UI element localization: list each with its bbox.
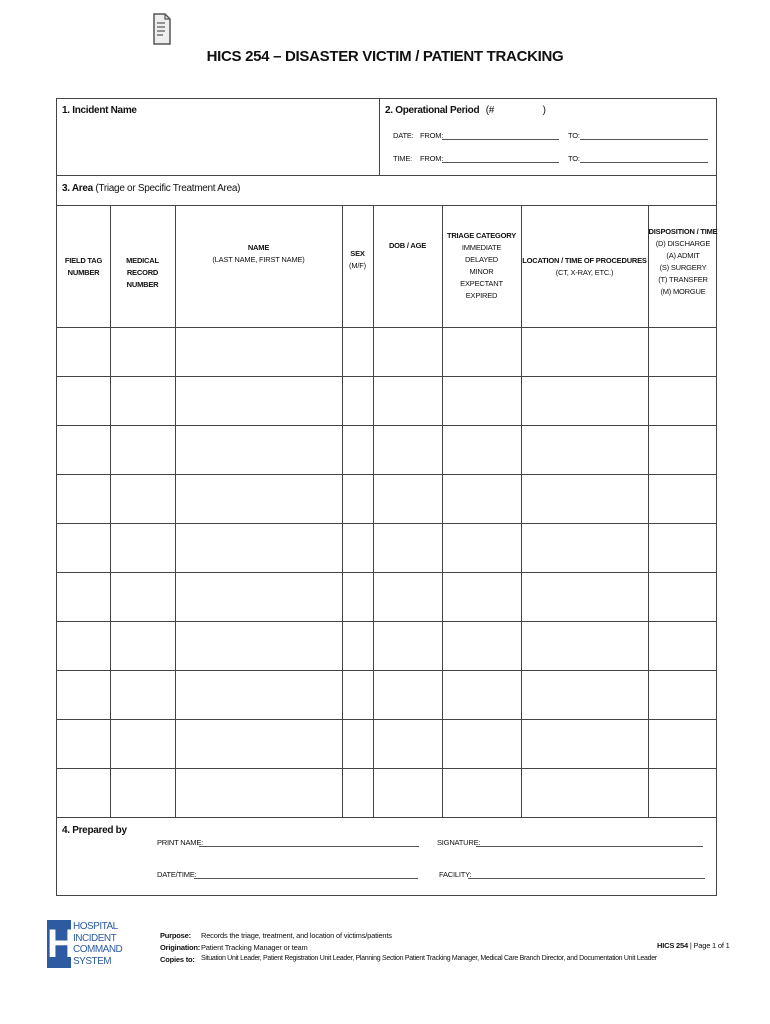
- facility-field[interactable]: [468, 870, 705, 879]
- time-to-label: TO:: [568, 154, 580, 163]
- col-sex: [342, 248, 373, 272]
- area-label: [62, 183, 240, 194]
- table-row: [57, 327, 716, 328]
- page-info: [657, 941, 730, 950]
- op-close: ): [542, 105, 546, 116]
- purpose-label-text: Purpose:: [160, 931, 191, 940]
- area-label-bold: 3. Area: [62, 183, 93, 194]
- table-row: [57, 719, 716, 720]
- col-triage-title: TRIAGE CATEGORY: [446, 231, 517, 240]
- grid-line: [342, 205, 343, 817]
- copies-label-text: Copies to:: [160, 955, 195, 964]
- triage-expectant: EXPECTANT: [460, 279, 503, 288]
- facility-label: FACILITY:: [439, 870, 472, 879]
- time-label: TIME:: [393, 154, 412, 163]
- origination-label: [160, 943, 200, 952]
- triage-minor: MINOR: [469, 267, 494, 276]
- date-label: DATE:: [393, 131, 414, 140]
- logo-word: INCIDENT: [73, 932, 117, 944]
- col-sex-sub: (M/F): [349, 261, 366, 270]
- time-to-field[interactable]: [580, 154, 708, 163]
- signature-label: SIGNATURE:: [437, 838, 481, 847]
- divider: [57, 205, 716, 206]
- divider: [57, 175, 716, 176]
- table-row: [57, 474, 716, 475]
- triage-delayed: DELAYED: [464, 255, 499, 264]
- logo-words: [73, 921, 122, 967]
- disp-transfer: (T) TRANSFER: [658, 275, 708, 284]
- copies-text: Situation Unit Leader, Patient Registration Unit Leader, Planning Section Patient Tracking Manager, Medical Care Branch Director, and Documentation Unit Leader: [201, 955, 657, 962]
- date-time-field[interactable]: [194, 870, 418, 879]
- col-location: [521, 255, 648, 279]
- grid-line: [521, 205, 522, 817]
- date-time-label: DATE/TIME:: [157, 870, 197, 879]
- col-medical-record: [110, 255, 175, 291]
- grid-line: [175, 205, 176, 817]
- tracking-form: [56, 98, 717, 896]
- col-triage: [442, 230, 521, 302]
- logo-word: COMMAND: [73, 944, 123, 955]
- hics-logo: [47, 920, 123, 968]
- table-row: [57, 523, 716, 524]
- grid-line: [373, 205, 374, 817]
- triage-immediate: IMMEDIATE: [461, 243, 502, 252]
- grid-line: [648, 205, 649, 817]
- col-dob-title: DOB / AGE: [388, 241, 427, 250]
- time-from-field[interactable]: [442, 154, 559, 163]
- form-id: HICS 254: [657, 941, 688, 950]
- col-name-title: NAME: [247, 243, 270, 252]
- origination-text: Patient Tracking Manager or team: [201, 943, 308, 952]
- incident-name-label: 1. Incident Name: [62, 105, 137, 116]
- logo-letter: H: [47, 922, 76, 966]
- date-to-label: TO:: [568, 131, 580, 140]
- page-title: HICS 254 – DISASTER VICTIM / PATIENT TRACKING: [206, 48, 564, 65]
- triage-expired: EXPIRED: [465, 291, 498, 300]
- col-disposition-title: DISPOSITION / TIME: [648, 227, 718, 236]
- date-to-field[interactable]: [580, 131, 708, 140]
- col-location-title: LOCATION / TIME OF PROCEDURES: [522, 256, 647, 265]
- col-name: [175, 242, 342, 266]
- col-field-tag: [57, 255, 110, 279]
- print-name-label: PRINT NAME:: [157, 838, 204, 847]
- logo-word: SYSTEM: [73, 955, 112, 967]
- disp-morgue: (M) MORGUE: [660, 287, 706, 296]
- logo-word: HOSPITAL: [73, 921, 118, 932]
- disp-surgery: (S) SURGERY: [659, 263, 707, 272]
- col-sex-title: SEX: [350, 249, 365, 258]
- disp-admit: (A) ADMIT: [666, 251, 700, 260]
- table-row: [57, 572, 716, 573]
- operational-period-text: 2. Operational Period: [385, 105, 480, 116]
- document-icon: [153, 13, 171, 45]
- page-number: | Page 1 of 1: [689, 941, 730, 950]
- divider: [379, 99, 380, 175]
- copies-label: [160, 955, 195, 964]
- date-from-field[interactable]: [442, 131, 559, 140]
- col-name-sub: (LAST NAME, FIRST NAME): [212, 255, 305, 264]
- table-row: [57, 621, 716, 622]
- purpose-label: [160, 931, 191, 940]
- col-medical-record-title: MEDICAL RECORD: [126, 256, 159, 277]
- col-field-tag-sub: NUMBER: [67, 268, 100, 277]
- op-hash: (#: [485, 105, 495, 116]
- prepared-by-label: 4. Prepared by: [62, 825, 127, 836]
- table-row: [57, 817, 716, 818]
- grid-line: [110, 205, 111, 817]
- date-from-label: FROM:: [420, 131, 444, 140]
- table-row: [57, 376, 716, 377]
- table-row: [57, 670, 716, 671]
- table-row: [57, 768, 716, 769]
- col-field-tag-title: FIELD TAG: [64, 256, 103, 265]
- time-from-label: FROM:: [420, 154, 444, 163]
- operational-period-label: [385, 105, 546, 116]
- col-dob: [373, 240, 442, 252]
- area-label-desc: (Triage or Specific Treatment Area): [95, 183, 241, 194]
- grid-line: [442, 205, 443, 817]
- table-row: [57, 425, 716, 426]
- disp-discharge: (D) DISCHARGE: [655, 239, 711, 248]
- signature-field[interactable]: [476, 838, 703, 847]
- purpose-text: Records the triage, treatment, and location of victims/patients: [201, 931, 392, 940]
- col-location-sub: (CT, X-RAY, ETC.): [555, 268, 614, 277]
- col-disposition: [648, 226, 718, 298]
- col-medical-record-sub: NUMBER: [126, 280, 159, 289]
- origination-label-text: Origination:: [160, 943, 201, 952]
- print-name-field[interactable]: [199, 838, 419, 847]
